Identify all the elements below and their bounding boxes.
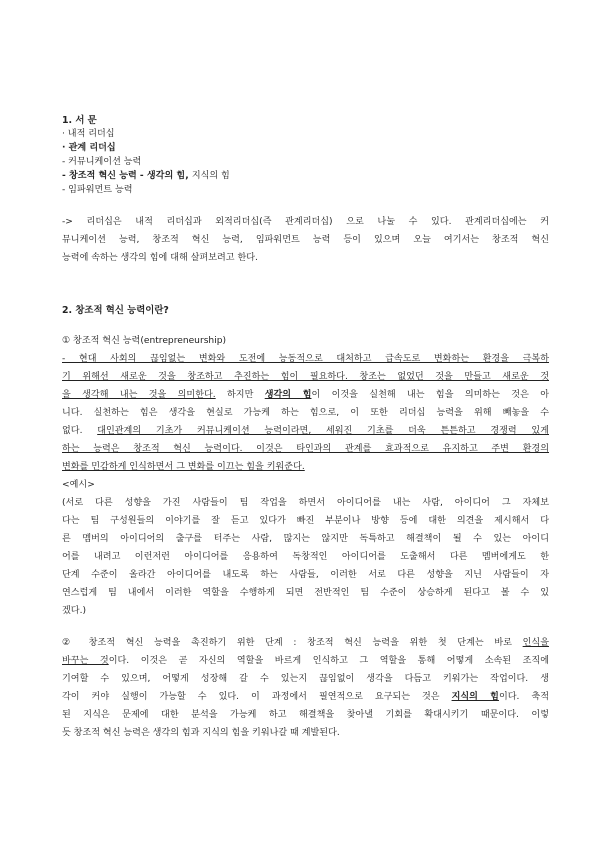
plain-text: 이다. 축적: [498, 692, 549, 702]
creative-innovation-label: - 창조적 혁신 능력 -: [62, 171, 147, 181]
point-1-title: ① 창조적 혁신 능력(entrepreneurship): [62, 336, 227, 346]
comma-separator: ,: [185, 171, 192, 181]
point-1-line-1: - 현대 사회의 끊임없는 변화와 도전에 능동적으로 대처하고 급속도로 변화하는 환경을 극복하: [62, 354, 549, 364]
list-item-empowerment: - 임파워먼트 능력: [62, 185, 133, 195]
section-2-heading: 2. 창조적 혁신 능력이란?: [62, 305, 169, 316]
point-2-line-5: 된 지식은 문제에 대한 분석을 가능케 하고 해결책을 찾아낼 기회를 확대시키기 때문이다. 이렇: [62, 710, 549, 720]
point-1-line-6: 하는 능력은 창조적 혁신 능력이다. 이것은 타인과의 관계를 효과적으로 유지하고 주변 환경의: [62, 444, 549, 454]
point-2-line-2: [62, 656, 549, 667]
power-of-thought-emphasis: 생각의 힘: [264, 390, 312, 400]
list-item-inner-leadership: · 내적 리더십: [62, 129, 115, 139]
example-line-7: 겠다.): [62, 606, 87, 616]
intro-paragraph-line-2: 뮤니케이션 능력, 창조적 혁신 능력, 임파워먼트 능력 등이 있으며 오늘 여기서는 창조적 혁신: [62, 235, 549, 245]
example-line-1: (서로 다른 성향을 가진 사람들이 팀 작업을 하면서 아이디어를 내는 사람, 아이디어 그 자체보: [62, 498, 549, 508]
list-item-creative-innovation: [62, 171, 230, 182]
example-line-6: 연스럽게 팀 내에서 이러한 역할을 수행하게 되면 전반적인 팀 수준이 상승하게 된다고 볼 수 있: [62, 588, 549, 598]
plain-text: 하지만: [215, 390, 265, 400]
underlined-text: 대인관계의 기초가 커뮤니케이션 능력이라면, 세워진 기초를 더욱 튼튼하고 경쟁력 있게: [97, 426, 549, 436]
list-item-communication: - 커뮤니케이션 능력: [62, 157, 142, 167]
plain-text: ② 창조적 혁신 능력을 촉진하기 위한 단계 : 창조적 혁신 능력을 위한 첫 단계는 바로: [62, 638, 523, 648]
plain-text: 없다.: [62, 426, 98, 436]
section-1-heading: 1. 서 문: [62, 115, 97, 126]
example-line-5: 단계 수준이 올라간 아이디어를 내도록 하는 사람들, 이러한 서로 다른 성향을 지닌 사람들이 자: [62, 570, 549, 580]
point-2-line-3: 기여할 수 있으며, 어떻게 성장해 갈 수 있는지 끊임없이 생각을 다듬고 키워가는 작업이다. 생: [62, 674, 549, 684]
underlined-text: 바꾸는 것: [62, 656, 109, 666]
example-line-2: 다는 팀 구성원들의 이야기를 잘 듣고 있다가 빠진 부분이나 방향 등에 대한 의견을 제시해서 다: [62, 516, 549, 526]
point-2-line-4: [62, 692, 549, 703]
point-1-line-2: 기 위해선 새로운 것을 창조하고 추진하는 힘이 필요하다. 창조는 없었던 것을 만들고 새로운 것: [62, 372, 549, 382]
plain-text: 각이 커야 실행이 가능할 수 있다. 이 과정에서 필연적으로 요구되는 것은: [62, 692, 452, 702]
point-1-line-3: [62, 390, 549, 401]
power-of-knowledge-emphasis: 지식의 힘: [451, 692, 499, 702]
example-line-3: 른 멤버의 아이디어의 출구를 터주는 사람, 많지는 않지만 독특하고 해결책이 될 수 있는 아이디: [62, 534, 549, 544]
point-1-line-4: 니다. 실천하는 힘은 생각을 현실로 가능케 하는 힘으로, 이 또한 리더십 능력을 위해 빼놓을 수: [62, 408, 549, 418]
plain-text: 이다. 이것은 곧 자신의 역할을 바르게 인식하고 그 역할을 통해 어떻게 소속된 조직에: [108, 656, 549, 666]
plain-text: 이 이것을 실천해 내는 힘을 의미하는 것은 아: [311, 390, 549, 400]
underlined-text: 인식을: [522, 638, 549, 648]
example-label: <예시>: [62, 480, 95, 490]
intro-paragraph-line-3: 능력에 속하는 생각의 힘에 대해 살펴보려고 한다.: [62, 253, 258, 263]
power-of-knowledge-label: 지식의 힘: [191, 171, 230, 181]
power-of-thought-label: 생각의 힘: [146, 171, 186, 181]
point-1-line-5: [62, 426, 549, 437]
underlined-text: 을 생각해 내는 것을 의미한다.: [62, 390, 216, 400]
intro-paragraph-line-1: -> 리더십은 내적 리더십과 외적리더십(즉 관계리더십) 으로 나눌 수 있다. 관계리더십에는 커: [62, 217, 549, 227]
point-1-line-7: 변화를 민감하게 인식하면서 그 변화를 이끄는 힘을 키워준다.: [62, 462, 305, 472]
list-item-relational-leadership: · 관계 리더십: [62, 143, 116, 153]
point-2-line-1: [62, 638, 549, 649]
point-2-line-6: 듯 창조적 혁신 능력은 생각의 힘과 지식의 힘을 키워나갈 때 계발된다.: [62, 728, 340, 738]
example-line-4: 어를 내려고 이런저런 아이디어를 응용하여 독창적인 아이디어를 도출해서 다른 멤버에게도 한: [62, 552, 549, 562]
